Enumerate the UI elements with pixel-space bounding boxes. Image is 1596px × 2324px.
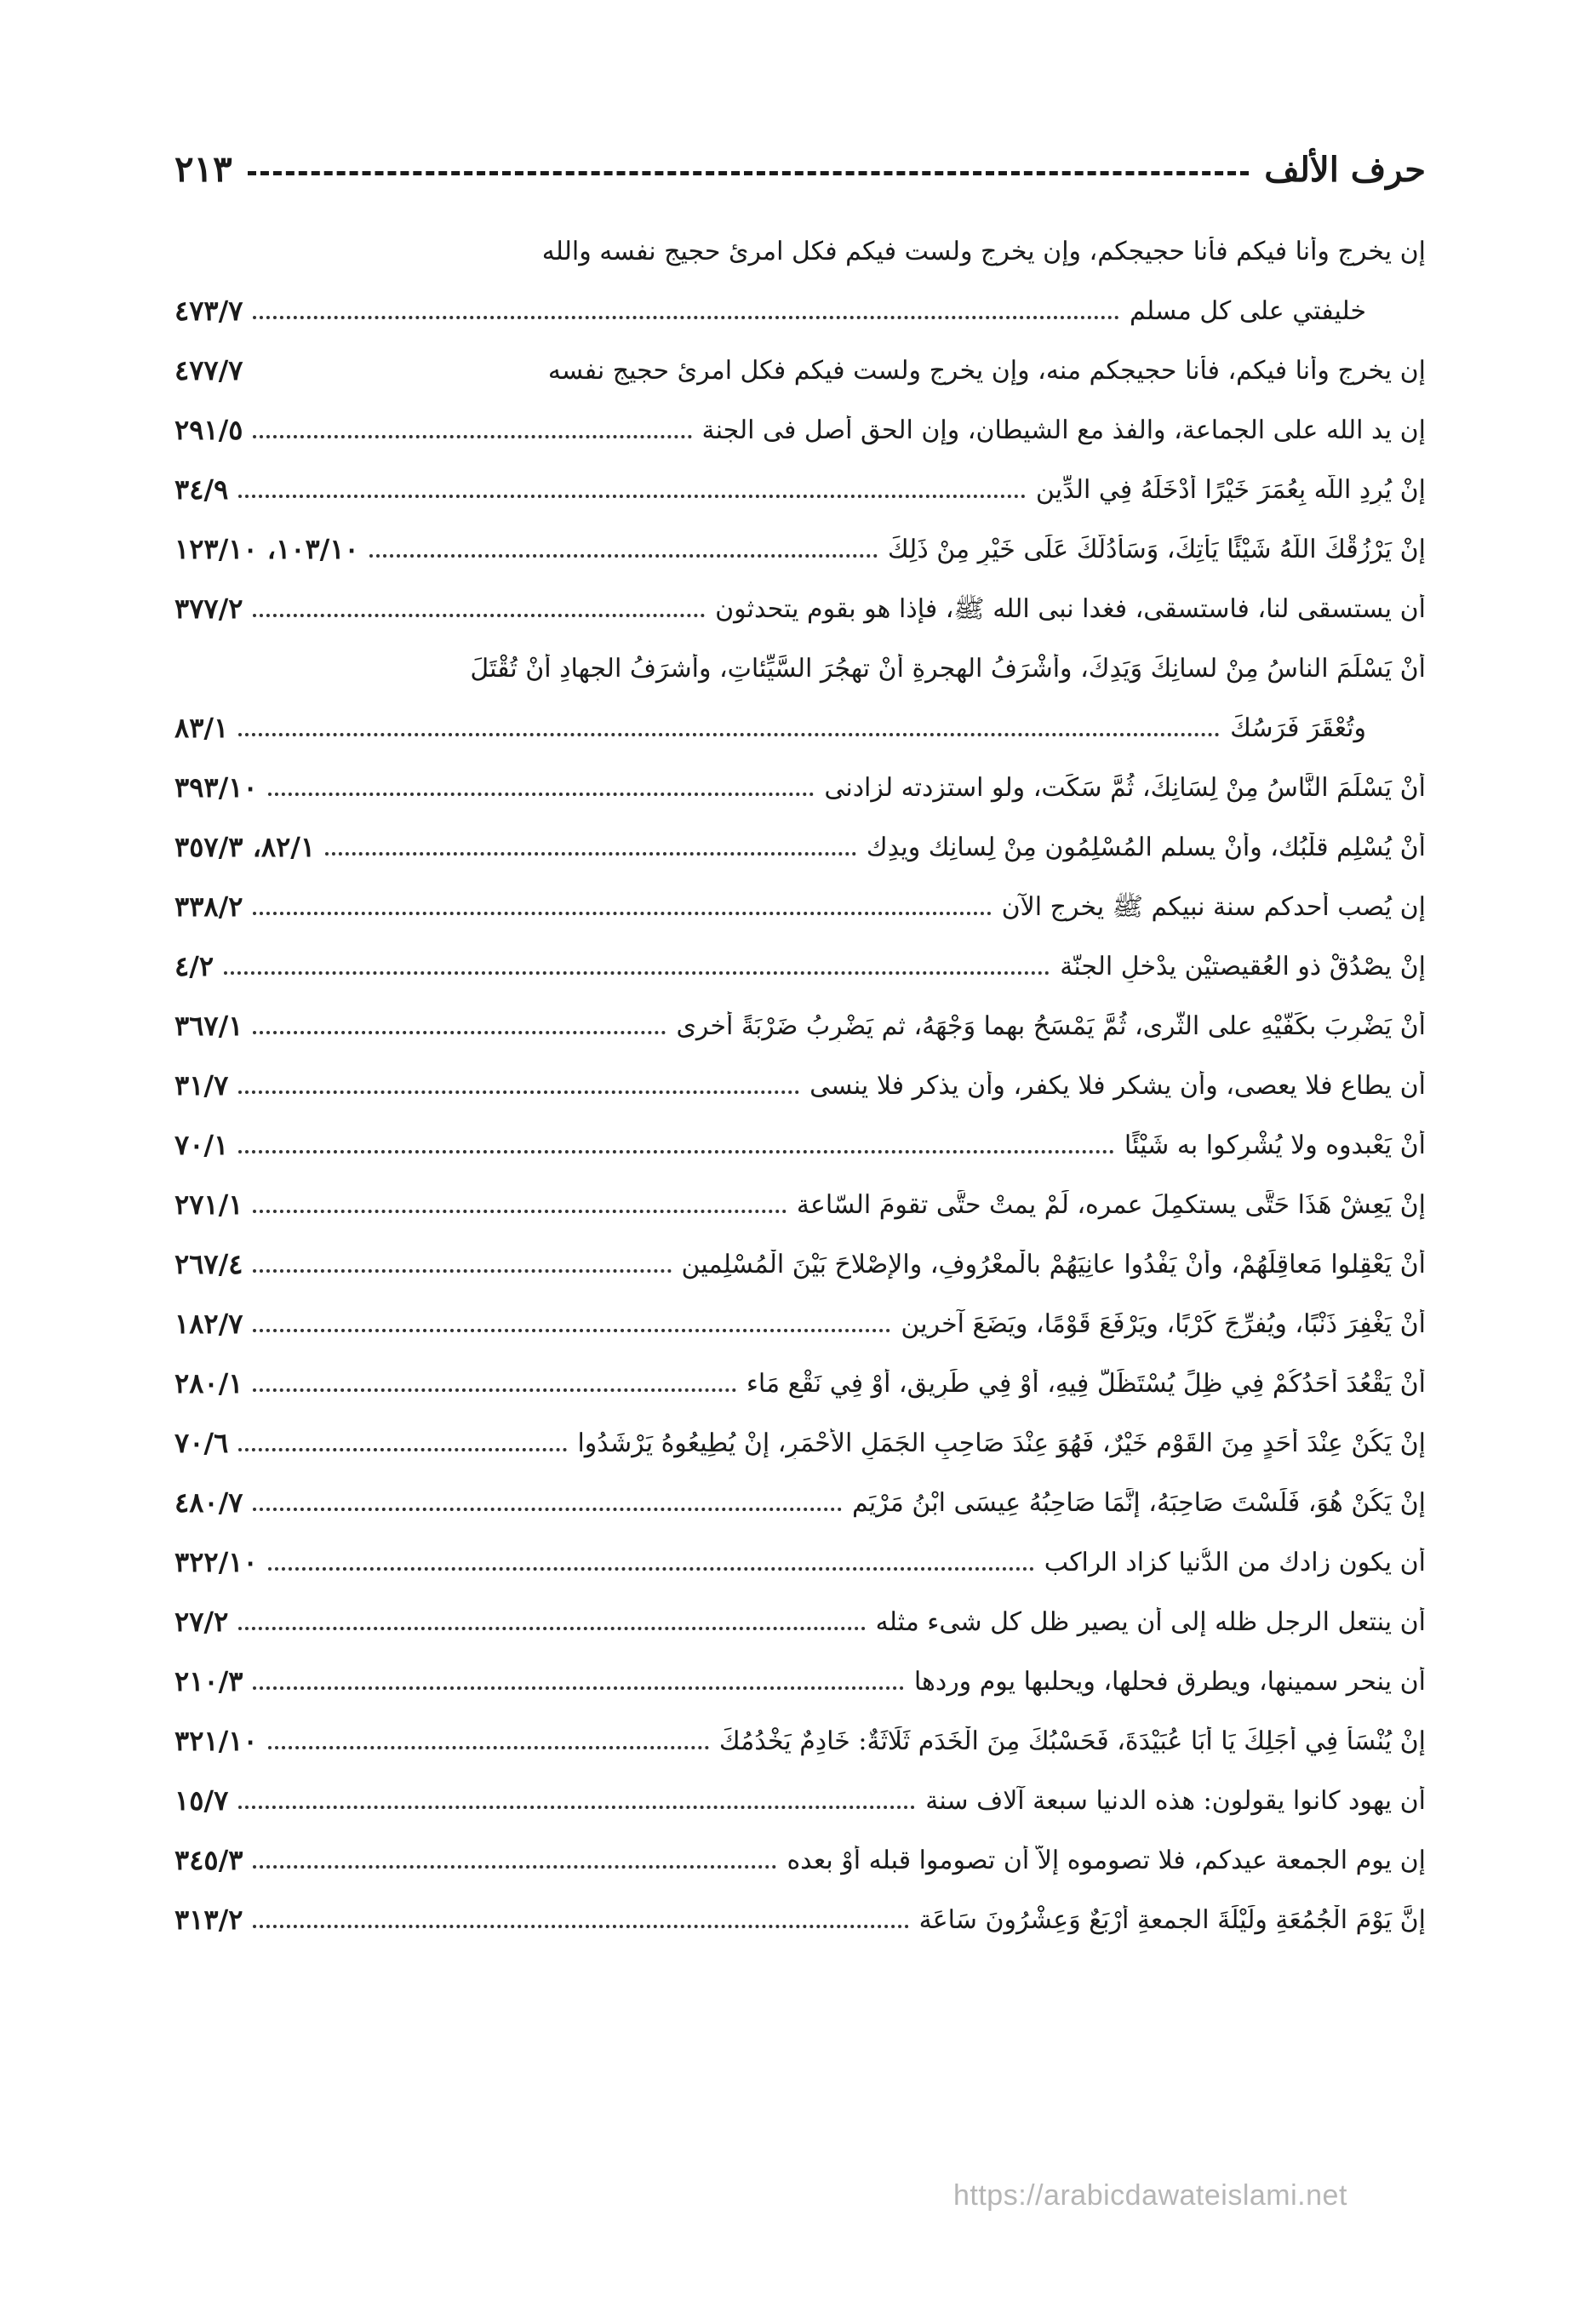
entry-text: أن ينحر سمينها، ويطرق فحلها، ويحلبها يوم وردها	[913, 1667, 1426, 1697]
dot-leader	[238, 495, 1026, 498]
entry-text: أنْ يَغْفِرَ ذَنْبًا، ويُفرِّجَ كَرْبًا، ويَرْفَعَ قَوْمًا، ويَضَعَ آخرين	[901, 1309, 1426, 1339]
index-entry	[174, 506, 1426, 565]
index-entry	[174, 1340, 1426, 1400]
dot-leader	[253, 316, 1119, 319]
dot-leader	[268, 1567, 1034, 1571]
index-entry	[174, 1161, 1426, 1221]
index-entry	[174, 1102, 1426, 1161]
dot-leader	[238, 1150, 1114, 1153]
entry-text: أنْ يَسْلَمَ النَّاسُ مِنْ لِسَانِكَ، ثُمَّ سَكَت، ولو استزدته لزادنى	[824, 773, 1426, 803]
entry-text: أنْ يَعْبدوه ولا يُشْرِكوا به شَيْئًا	[1124, 1131, 1426, 1160]
entry-text: إن يُصب أحدكم سنة نبيكم ﷺ يخرج الآن	[1001, 892, 1426, 922]
entry-reference: ٣٢١/١٠	[174, 1724, 258, 1757]
dot-leader	[253, 1329, 890, 1332]
entry-text: أن يكون زادك من الدُّنيا كزاد الراكب	[1044, 1548, 1426, 1577]
index-entry	[174, 1817, 1426, 1876]
dot-leader	[224, 971, 1050, 975]
index-entry	[174, 267, 1426, 327]
watermark-url: https://arabicdawateislami.net	[953, 2179, 1347, 2212]
entry-text: أن يستسقى لنا، فاستسقى، فغدا نبى الله ﷺ، فإذا هو بقوم يتحدثون	[715, 594, 1426, 624]
dot-leader	[325, 852, 856, 856]
index-entry	[174, 386, 1426, 446]
index-entry	[174, 1578, 1426, 1638]
index-entry	[174, 923, 1426, 982]
entry-text: أنْ يَقْعُدَ أحَدُكُمْ فِي ظِلٍّ يُسْتَظَلُّ فِيهِ، أوْ فِي طَرِيقٍ، أوْ فِي نَقْعِ مَاء	[746, 1369, 1426, 1399]
entry-reference: ٢١٠/٣	[174, 1664, 243, 1697]
entry-text: إن يد الله على الجماعة، والفذ مع الشيطان، وإن الحق أصل فى الجنة	[701, 415, 1426, 445]
entry-reference: ٢٧١/١	[174, 1188, 243, 1221]
entry-reference: ٣٦٧/١	[174, 1009, 243, 1042]
entry-reference: ٢٨٠/١	[174, 1366, 243, 1400]
index-entry	[174, 208, 1426, 267]
entry-reference: ٣١/٧	[174, 1068, 229, 1102]
index-entry	[174, 625, 1426, 684]
index-entry	[174, 1042, 1426, 1102]
dot-leader	[253, 614, 705, 617]
dot-leader	[268, 793, 815, 796]
index-entry	[174, 327, 1426, 386]
dot-leader	[253, 1865, 776, 1869]
dot-leader	[253, 435, 691, 438]
entry-text: إنْ يَرْزُقْكَ اللَّهُ شَيْئًا يَأتِكَ، وَسَأدُلُّكَ عَلَى خَيْرٍ مِنْ ذَلِكَ	[887, 535, 1426, 564]
entry-text: أنْ يُسْلِم قلْبُك، وأنْ يسلم المُسْلِمُون مِنْ لِسانِك ويدِك	[866, 833, 1426, 862]
entry-reference: ٣٤٥/٣	[174, 1843, 243, 1876]
dot-leader	[253, 1388, 735, 1392]
index-entry	[174, 684, 1426, 744]
entry-reference: ٣١٣/٢	[174, 1903, 243, 1936]
entry-text: أن ينتعل الرجل ظله إلى أن يصير ظل كل شىء مثله	[875, 1607, 1426, 1637]
entry-reference: ٨٣/١	[174, 711, 229, 744]
index-entry	[174, 1876, 1426, 1936]
dot-leader	[253, 1508, 842, 1511]
entry-reference: ٢٩١/٥	[174, 413, 243, 446]
entry-reference: ٧٠/٦	[174, 1426, 229, 1459]
index-entry	[174, 804, 1426, 863]
page-header	[174, 128, 1426, 190]
dot-leader	[253, 1031, 666, 1034]
entry-reference: ٧٠/١	[174, 1128, 229, 1161]
entry-reference: ٤٨٠/٧	[174, 1485, 243, 1519]
entry-text: خليفتي على كل مسلم	[1130, 296, 1366, 326]
entry-text: أنْ يَسْلَمَ الناسُ مِنْ لسانِكَ وَيَدِكَ، وأشْرَفُ الهجرةِ أنْ تهجُرَ السَّيِّئاتِ، وأشرَفُ الجهادِ أنْ تُقْتَلَ	[470, 654, 1426, 684]
index-entry	[174, 1519, 1426, 1578]
entry-reference: ٣٢٢/١٠	[174, 1545, 258, 1578]
dot-leader	[253, 912, 991, 915]
entry-text: إنْ يَكُنْ هُوَ، فَلَسْتَ صَاحِبَهُ، إنَّمَا صَاحِبُهُ عِيسَى ابْنُ مَرْيَم	[851, 1488, 1426, 1518]
entry-reference: ٣٩٣/١٠	[174, 770, 258, 804]
dot-leader	[238, 1627, 865, 1630]
index-entry	[174, 446, 1426, 506]
index-entry	[174, 1459, 1426, 1519]
entry-reference: ٤٧٣/٧	[174, 294, 243, 327]
index-entry	[174, 1638, 1426, 1697]
entry-reference: ٨٢/١، ٣٥٧/٣	[174, 830, 316, 863]
index-entry	[174, 1280, 1426, 1340]
index-entry	[174, 1697, 1426, 1757]
entry-text: أن يطاع فلا يعصى، وأن يشكر فلا يكفر، وأن يذكر فلا ينسى	[809, 1071, 1426, 1101]
entry-reference: ١٠٣/١٠، ١٢٣/١٠	[174, 532, 359, 565]
dot-leader	[253, 1210, 786, 1213]
entry-text: إنْ يَكُنْ عِنْدَ أحَدٍ مِنَ القَوْمِ خَيْرٌ، فَهُوَ عِنْدَ صَاحِبِ الجَمَلِ الأحْمَرِ، إنْ يُطِيعُوهُ يَرْشَدُوا	[577, 1428, 1426, 1458]
entry-text: وتُعْقَرَ فَرَسُكَ	[1230, 713, 1366, 743]
entry-reference: ٣٧٧/٢	[174, 592, 243, 625]
dot-leader	[238, 1806, 915, 1809]
index-entry	[174, 982, 1426, 1042]
entry-text: إن يخرج وأنا فيكم، فأنا حجيجكم منه، وإن يخرج ولست فيكم فكل امرئ حجيج نفسه	[547, 356, 1426, 386]
entry-reference: ١٨٢/٧	[174, 1307, 243, 1340]
dot-leader	[268, 1746, 709, 1749]
index-entry	[174, 1757, 1426, 1817]
entry-text: أنْ يَعْقِلوا مَعاقِلَهُمْ، وأنْ يَفْدُوا عانِيَهُمْ بالْمعْرُوفِ، والإصْلاحَ بَيْنَ الْمُسْلِمين	[681, 1250, 1426, 1279]
page-content	[174, 128, 1426, 2256]
dot-leader	[253, 1269, 671, 1273]
dot-leader	[253, 1925, 908, 1928]
entry-text: أن يهود كانوا يقولون: هذه الدنيا سبعة آلاف سنة	[925, 1786, 1426, 1816]
entry-reference: ٤٧٧/٧	[174, 353, 243, 386]
entry-text: إنْ يُنْسَأ فِي أجَلِكَ يَا أبَا عُبَيْدَةَ، فَحَسْبُكَ مِنَ الْخَدَمِ ثَلَاثَةٌ: خَادِمٌ يَخْدُمُكَ	[718, 1726, 1426, 1756]
entry-reference: ٢٦٧/٤	[174, 1247, 243, 1280]
entry-reference: ٣٣٨/٢	[174, 890, 243, 923]
dot-leader	[238, 733, 1220, 736]
dot-leader	[253, 1686, 903, 1690]
dot-leader	[369, 554, 878, 558]
index-entry	[174, 744, 1426, 804]
entry-text: أنْ يَضْرِبَ بكَفَّيْهِ على الثَّرى، ثُمَّ يَمْسَحُ بهما وَجْهَهُ، ثم يَضْرِبُ ضَرْبَةً أخرى	[676, 1011, 1426, 1041]
entry-text: إنَّ يَوْمَ الْجُمُعَةِ ولَيْلَةَ الجمعةِ أرْبَعٌ وَعِشْرُونَ سَاعَة	[918, 1905, 1426, 1935]
entry-reference: ٤/٢	[174, 949, 215, 982]
dot-leader	[238, 1090, 799, 1094]
entry-reference: ٢٧/٢	[174, 1605, 229, 1638]
index-entry	[174, 1400, 1426, 1459]
entry-text: إنْ يَعِشْ هَذَا حَتَّى يستكمِلَ عمره، لَمْ يمتْ حتَّى تقومَ السّاعة	[796, 1190, 1426, 1220]
index-entry	[174, 1221, 1426, 1280]
index-entry	[174, 863, 1426, 923]
dot-leader	[238, 1448, 567, 1451]
entry-reference: ١٥/٧	[174, 1783, 229, 1817]
entry-reference: ٣٤/٩	[174, 472, 229, 506]
entry-text: إنْ يُرِدِ اللَّه بِعُمَرَ خَيْرًا أَدْخَلَهُ فِي الدِّين	[1035, 475, 1426, 505]
entry-text: إن يخرج وأنا فيكم فأنا حجيجكم، وإن يخرج ولست فيكم فكل امرئ حجيج نفسه والله	[541, 237, 1426, 266]
page-title: حرف الألف	[1264, 150, 1426, 190]
page-number: ٢١٣	[174, 148, 232, 190]
index-entries	[174, 208, 1426, 1936]
index-entry	[174, 565, 1426, 625]
entry-text: إنْ يصْدُقْ ذو العُقيصتيْن يدْخلِ الجنّة	[1060, 952, 1426, 982]
header-rule	[248, 171, 1250, 175]
entry-text: إن يوم الجمعة عيدكم، فلا تصوموه إلاَّ أن تصوموا قبله أوْ بعده	[787, 1846, 1426, 1875]
